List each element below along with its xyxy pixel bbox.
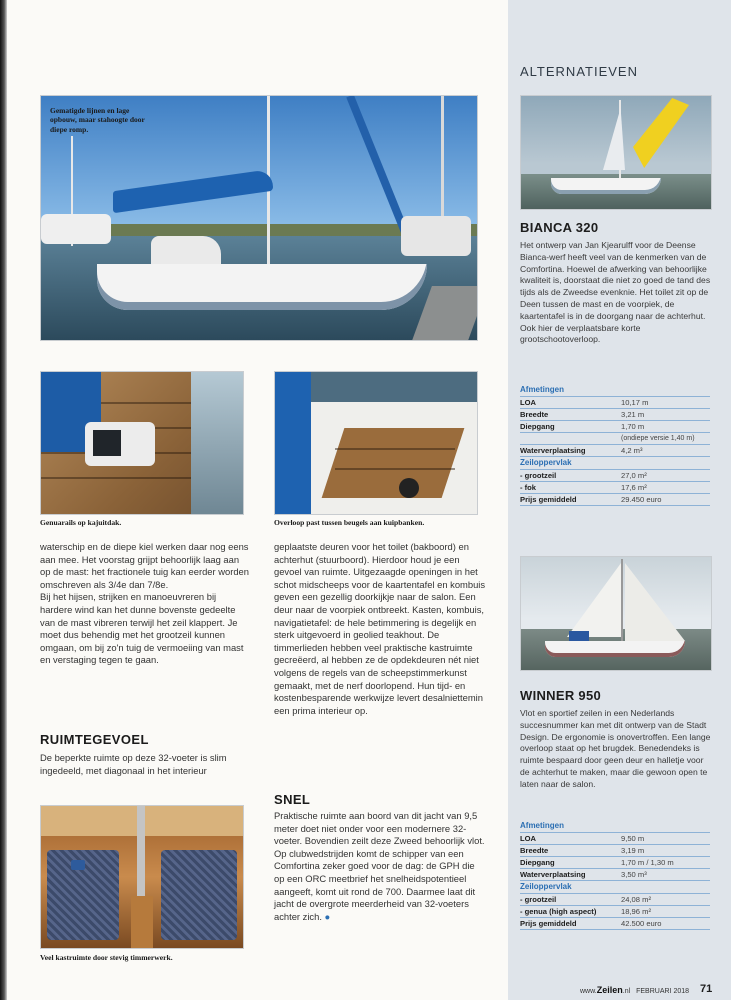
spec-label: - genua (high aspect) (520, 907, 597, 916)
spec-label: Diepgang (520, 858, 555, 867)
col1-paragraph-2: Bij het hijsen, strijken en manoeuvreren bij hardere wind kan het dunne bovenste gedeelte van de mast vibreren terwijl het zeil klappert. Je moet dus behendig met het grootzeil kunnen omgaan, om bij zo'n tuig de vermoeiing van mast en verstaging tegen te gaan. (40, 591, 244, 666)
spec-label: Waterverplaatsing (520, 870, 586, 879)
issue-date: FEBRUARI 2018 (636, 988, 690, 995)
spec-value: 17,6 m² (621, 483, 647, 492)
deck-photo (40, 371, 244, 515)
bianca-spec-table (520, 384, 710, 506)
winner-text: Vlot en sportief zeilen in een Nederlands succesnummer kan met dit ontwerp van de Stadt Design. De ergonomie is onovertroffen. Een lange overloop staat op het brugdek. Benedendeks is ruimte bespaard door geen deur en halletje voor de achterhut te maken, maar die gewoon open te laten naar de salon. (520, 708, 711, 789)
magazine-footer (580, 985, 689, 995)
heading-snel: SNEL (274, 792, 311, 807)
cockpit-photo (274, 371, 478, 515)
winner-spec-afmetingen: Afmetingen (520, 820, 710, 833)
bianca-photo (520, 95, 712, 210)
spec-label: Breedte (520, 410, 549, 419)
sidebar-title: ALTERNATIEVEN (520, 64, 638, 79)
heading-ruimtegevoel: RUIMTEGEVOEL (40, 732, 149, 747)
spec-value: 9,50 m (621, 834, 645, 843)
bianca-text: Het ontwerp van Jan Kjearulff voor de Deense Bianca-werf heeft veel van de kenmerken van de Comfortina. Hoewel de afwerking van behoorlijke kwaliteit is, doorstaat die niet zo goed de tand des tijds als de Zweedse evenknie. Het toilet zit op de Deen tussen de mast en de voorpiek, de kaartentafel is in de doorgang naar de achterhut. Ook hier de verplaatsbare korte grootschootoverloop. (520, 240, 711, 345)
spec-label: Waterverplaatsing (520, 446, 586, 455)
kast-caption: Veel kastruimte door stevig timmerwerk. (40, 953, 173, 962)
bianca-name: BIANCA 320 (520, 220, 599, 235)
spec-value: 29.450 euro (621, 495, 662, 504)
winner-spec-table (520, 820, 710, 930)
spec-label: Diepgang (520, 422, 555, 431)
winner-photo (520, 556, 712, 671)
spec-label: - grootzeil (520, 471, 557, 480)
end-mark-icon: ● (324, 910, 331, 922)
spec-label: LOA (520, 398, 537, 407)
site-suffix: .nl (622, 988, 631, 995)
column-2-text: geplaatste deuren voor het toilet (bakboord) en achterhut (stuurboord). Hierdoor houd je een gevoel van ruimte. Uitgezaagde openingen in het schot midscheeps voor de kaartentafel en kombuis geven een gezellig doorkijkje naar de salon. Een deur naar de voorpiek ontbreekt. Kasten, kombuis, navigatietafel: de hele betimmering is degelijk en sterk uitgevoerd in geolied teakhout. De timmerlieden hebben veel praktische kastruimte gecreëerd, al hebben ze de opdekdeuren nét niet volgens de regels van de scheepstimmerkunst gemaakt, met de nerf doorlopend. Hun tijd- en kostenbesparende werkwijze levert desalniettemin een prima interieur op. (274, 541, 486, 716)
bianca-spec-afmetingen: Afmetingen (520, 384, 710, 397)
spec-value: 27,0 m² (621, 471, 647, 480)
magazine-brand: Zeilen (596, 985, 623, 995)
site-prefix: www. (580, 988, 597, 995)
winner-name: WINNER 950 (520, 688, 602, 703)
spec-value: 4,2 m³ (621, 446, 643, 455)
col1-ruimte: De beperkte ruimte op deze 32-voeter is slim ingedeeld, met diagonaal in het interieur (40, 752, 227, 776)
spec-label: Prijs gemiddeld (520, 919, 577, 928)
col2-snel (274, 810, 486, 923)
page-number: 71 (700, 983, 713, 995)
spec-value: 18,96 m² (621, 907, 651, 916)
spec-value: 3,21 m (621, 410, 645, 419)
interior-photo (40, 805, 244, 949)
genua-caption: Genuarails op kajuitdak. (40, 518, 122, 527)
spec-label: Breedte (520, 846, 549, 855)
spec-value: 3,50 m³ (621, 870, 647, 879)
spec-value: 42.500 euro (621, 919, 662, 928)
overloop-caption: Overloop past tussen beugels aan kuipbanken. (274, 518, 425, 527)
page-spine (0, 0, 7, 1000)
spec-value: 1,70 m (621, 422, 645, 431)
spec-label: Prijs gemiddeld (520, 495, 577, 504)
spec-label: LOA (520, 834, 537, 843)
photo-overlay-caption: Gematigde lijnen en lage opbouw, maar stahoogte door diepe romp. (50, 106, 145, 134)
column-1-text (40, 541, 250, 667)
snel-text: Praktische ruimte aan boord van dit jacht van 9,5 meter doet niet onder voor een modernere 32-voeter. Bovendien zeilt deze Zweed behoorlijk vlot. Op clubwedstrijden komt de schipper van een Comfortina zeker goed voor de dag: de GPH die op een ORC meetbrief het snelheidspotentieel aangeeft, komt uit rond de 700. Daarmee laat dit jacht de overgrote meerderheid van 32-voeters achter zich. (274, 810, 485, 922)
spec-value: 10,17 m (621, 398, 649, 407)
spec-value: 3,19 m (621, 846, 645, 855)
spec-label: - grootzeil (520, 895, 557, 904)
col1-intro: waterschip en de diepe kiel werken daar nog eens aan mee. Het voorstag grijpt behoorlijk laag aan op de mast: het fractionele tuig kan eerder worden omschreven als 3/4e dan 7/8e. (40, 541, 249, 590)
winner-spec-zeiloppervlak: Zeiloppervlak (520, 881, 710, 894)
bianca-spec-zeiloppervlak: Zeiloppervlak (520, 457, 710, 470)
spec-label: - fok (520, 483, 537, 492)
spec-note: (ondiepe versie 1,40 m) (621, 435, 695, 442)
spec-value: 1,70 m / 1,30 m (621, 858, 674, 867)
spec-value: 24,08 m² (621, 895, 651, 904)
